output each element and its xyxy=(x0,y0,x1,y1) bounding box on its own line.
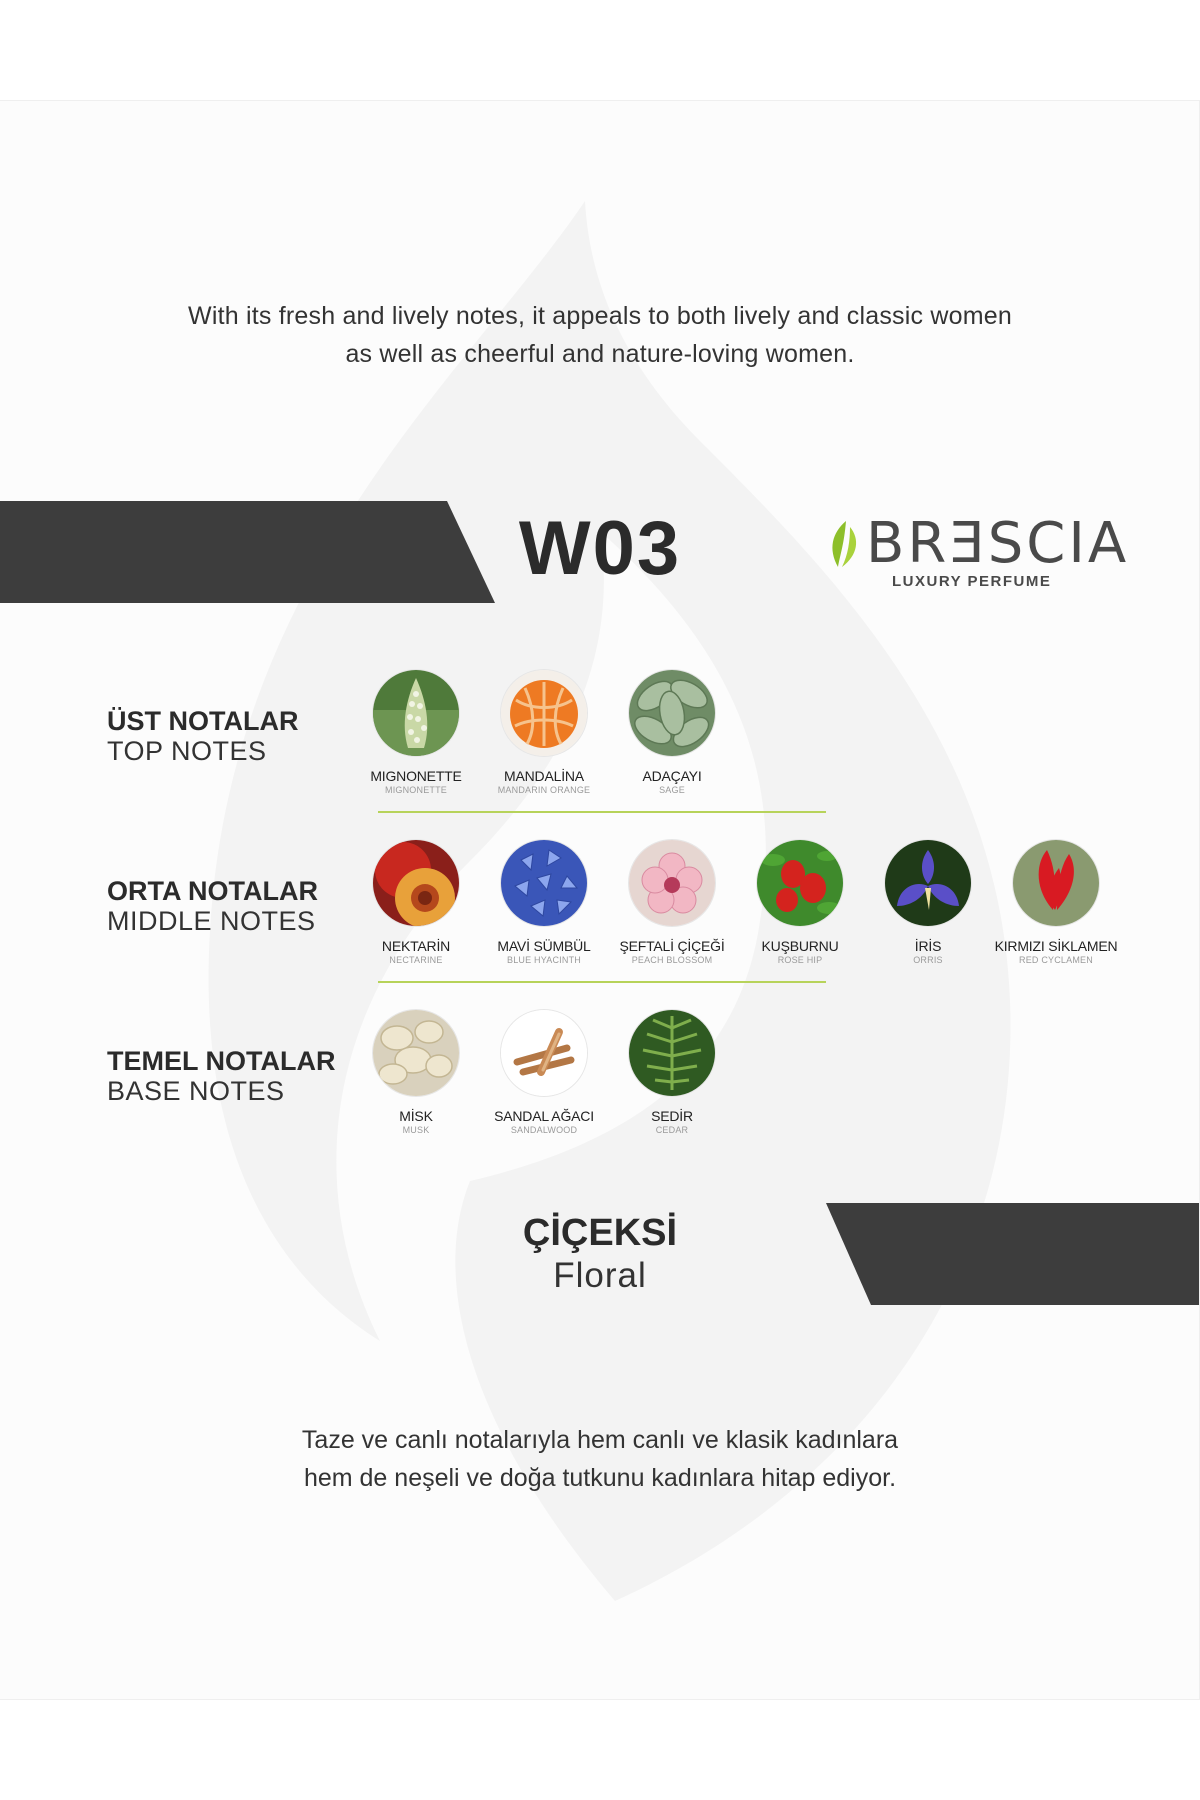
section-label-top xyxy=(107,706,357,766)
note-name-tr: MIGNONETTE xyxy=(370,768,462,784)
section-label-middle xyxy=(107,876,357,936)
note-name-en: MANDARIN ORANGE xyxy=(497,785,591,795)
section-title-en: BASE NOTES xyxy=(107,1076,285,1106)
note-name-tr: MAVİ SÜMBÜL xyxy=(497,938,591,954)
outro-line: hem de neşeli ve doğa tutkunu kadınlara hitap ediyor. xyxy=(303,1464,897,1492)
note-item xyxy=(730,840,870,965)
section-title-tr: ÜST NOTALAR xyxy=(107,706,299,736)
note-item xyxy=(474,670,614,795)
note-name-en: SAGE xyxy=(659,785,685,795)
note-name-en: SANDALWOOD xyxy=(510,1125,578,1135)
note-name-en: CEDAR xyxy=(655,1125,689,1135)
note-item xyxy=(602,840,742,965)
section-title-tr: ORTA NOTALAR xyxy=(107,876,318,906)
cyclamen-icon xyxy=(1013,840,1099,926)
note-name-en: NECTARINE xyxy=(389,955,443,965)
note-item xyxy=(474,840,614,965)
note-item xyxy=(346,840,486,965)
note-name-tr: KUŞBURNU xyxy=(761,938,839,954)
leaf-icon xyxy=(826,519,860,569)
product-code: W03 xyxy=(518,506,682,591)
iris-icon xyxy=(885,840,971,926)
outro-text xyxy=(150,1421,1050,1497)
brand-name: BRƎSCIA xyxy=(866,511,1130,576)
note-name-en: RED CYCLAMEN xyxy=(1019,955,1093,965)
section-title-en: TOP NOTES xyxy=(107,736,267,766)
divider-line xyxy=(378,811,826,813)
note-item xyxy=(602,1010,742,1135)
outro-line: Taze ve canlı notalarıyla hem canlı ve klasik kadınlara xyxy=(301,1426,899,1454)
note-item xyxy=(346,670,486,795)
note-name-en: MUSK xyxy=(402,1125,430,1135)
mignonette-icon xyxy=(373,670,459,756)
intro-line: With its fresh and lively notes, it appeals to both lively and classic women xyxy=(188,302,1012,330)
sage-icon xyxy=(629,670,715,756)
musk-icon xyxy=(373,1010,459,1096)
note-item xyxy=(474,1010,614,1135)
note-item xyxy=(346,1010,486,1135)
cedar-icon xyxy=(629,1010,715,1096)
fragrance-family xyxy=(500,1211,700,1297)
intro-text xyxy=(100,297,1100,373)
note-name-en: MIGNONETTE xyxy=(385,785,447,795)
note-name-tr: MİSK xyxy=(399,1108,433,1124)
mandarin-icon xyxy=(501,670,587,756)
section-title-en: MIDDLE NOTES xyxy=(107,906,316,936)
dark-band-right xyxy=(826,1203,1199,1305)
note-name-tr: ŞEFTALİ ÇİÇEĞİ xyxy=(619,938,725,954)
product-card xyxy=(0,100,1200,1700)
family-name-en: Floral xyxy=(553,1256,647,1295)
note-item xyxy=(858,840,998,965)
hyacinth-icon xyxy=(501,840,587,926)
intro-line: as well as cheerful and nature-loving women. xyxy=(345,340,855,368)
nectarine-icon xyxy=(373,840,459,926)
note-name-tr: SEDİR xyxy=(651,1108,693,1124)
note-name-tr: NEKTARİN xyxy=(381,938,451,954)
note-name-tr: KIRMIZI SİKLAMEN xyxy=(994,938,1118,954)
note-name-en: PEACH BLOSSOM xyxy=(631,955,713,965)
peach-blossom-icon xyxy=(629,840,715,926)
divider-line xyxy=(378,981,826,983)
note-name-tr: SANDAL AĞACI xyxy=(494,1108,594,1124)
brand-logo xyxy=(826,511,1130,591)
section-label-base xyxy=(107,1046,357,1106)
note-name-tr: MANDALİNA xyxy=(504,768,584,784)
note-name-tr: İRİS xyxy=(914,938,942,954)
brand-tagline: LUXURY PERFUME xyxy=(892,573,1052,590)
note-item xyxy=(602,670,742,795)
note-name-en: ORRIS xyxy=(913,955,943,965)
family-name-tr: ÇİÇEKSİ xyxy=(522,1212,678,1254)
section-title-tr: TEMEL NOTALAR xyxy=(107,1046,336,1076)
note-name-en: BLUE HYACINTH xyxy=(507,955,581,965)
note-name-tr: ADAÇAYI xyxy=(642,768,702,784)
rose-hip-icon xyxy=(757,840,843,926)
sandalwood-icon xyxy=(501,1010,587,1096)
note-item xyxy=(986,840,1126,965)
note-name-en: ROSE HIP xyxy=(777,955,823,965)
dark-band-left xyxy=(0,501,495,603)
